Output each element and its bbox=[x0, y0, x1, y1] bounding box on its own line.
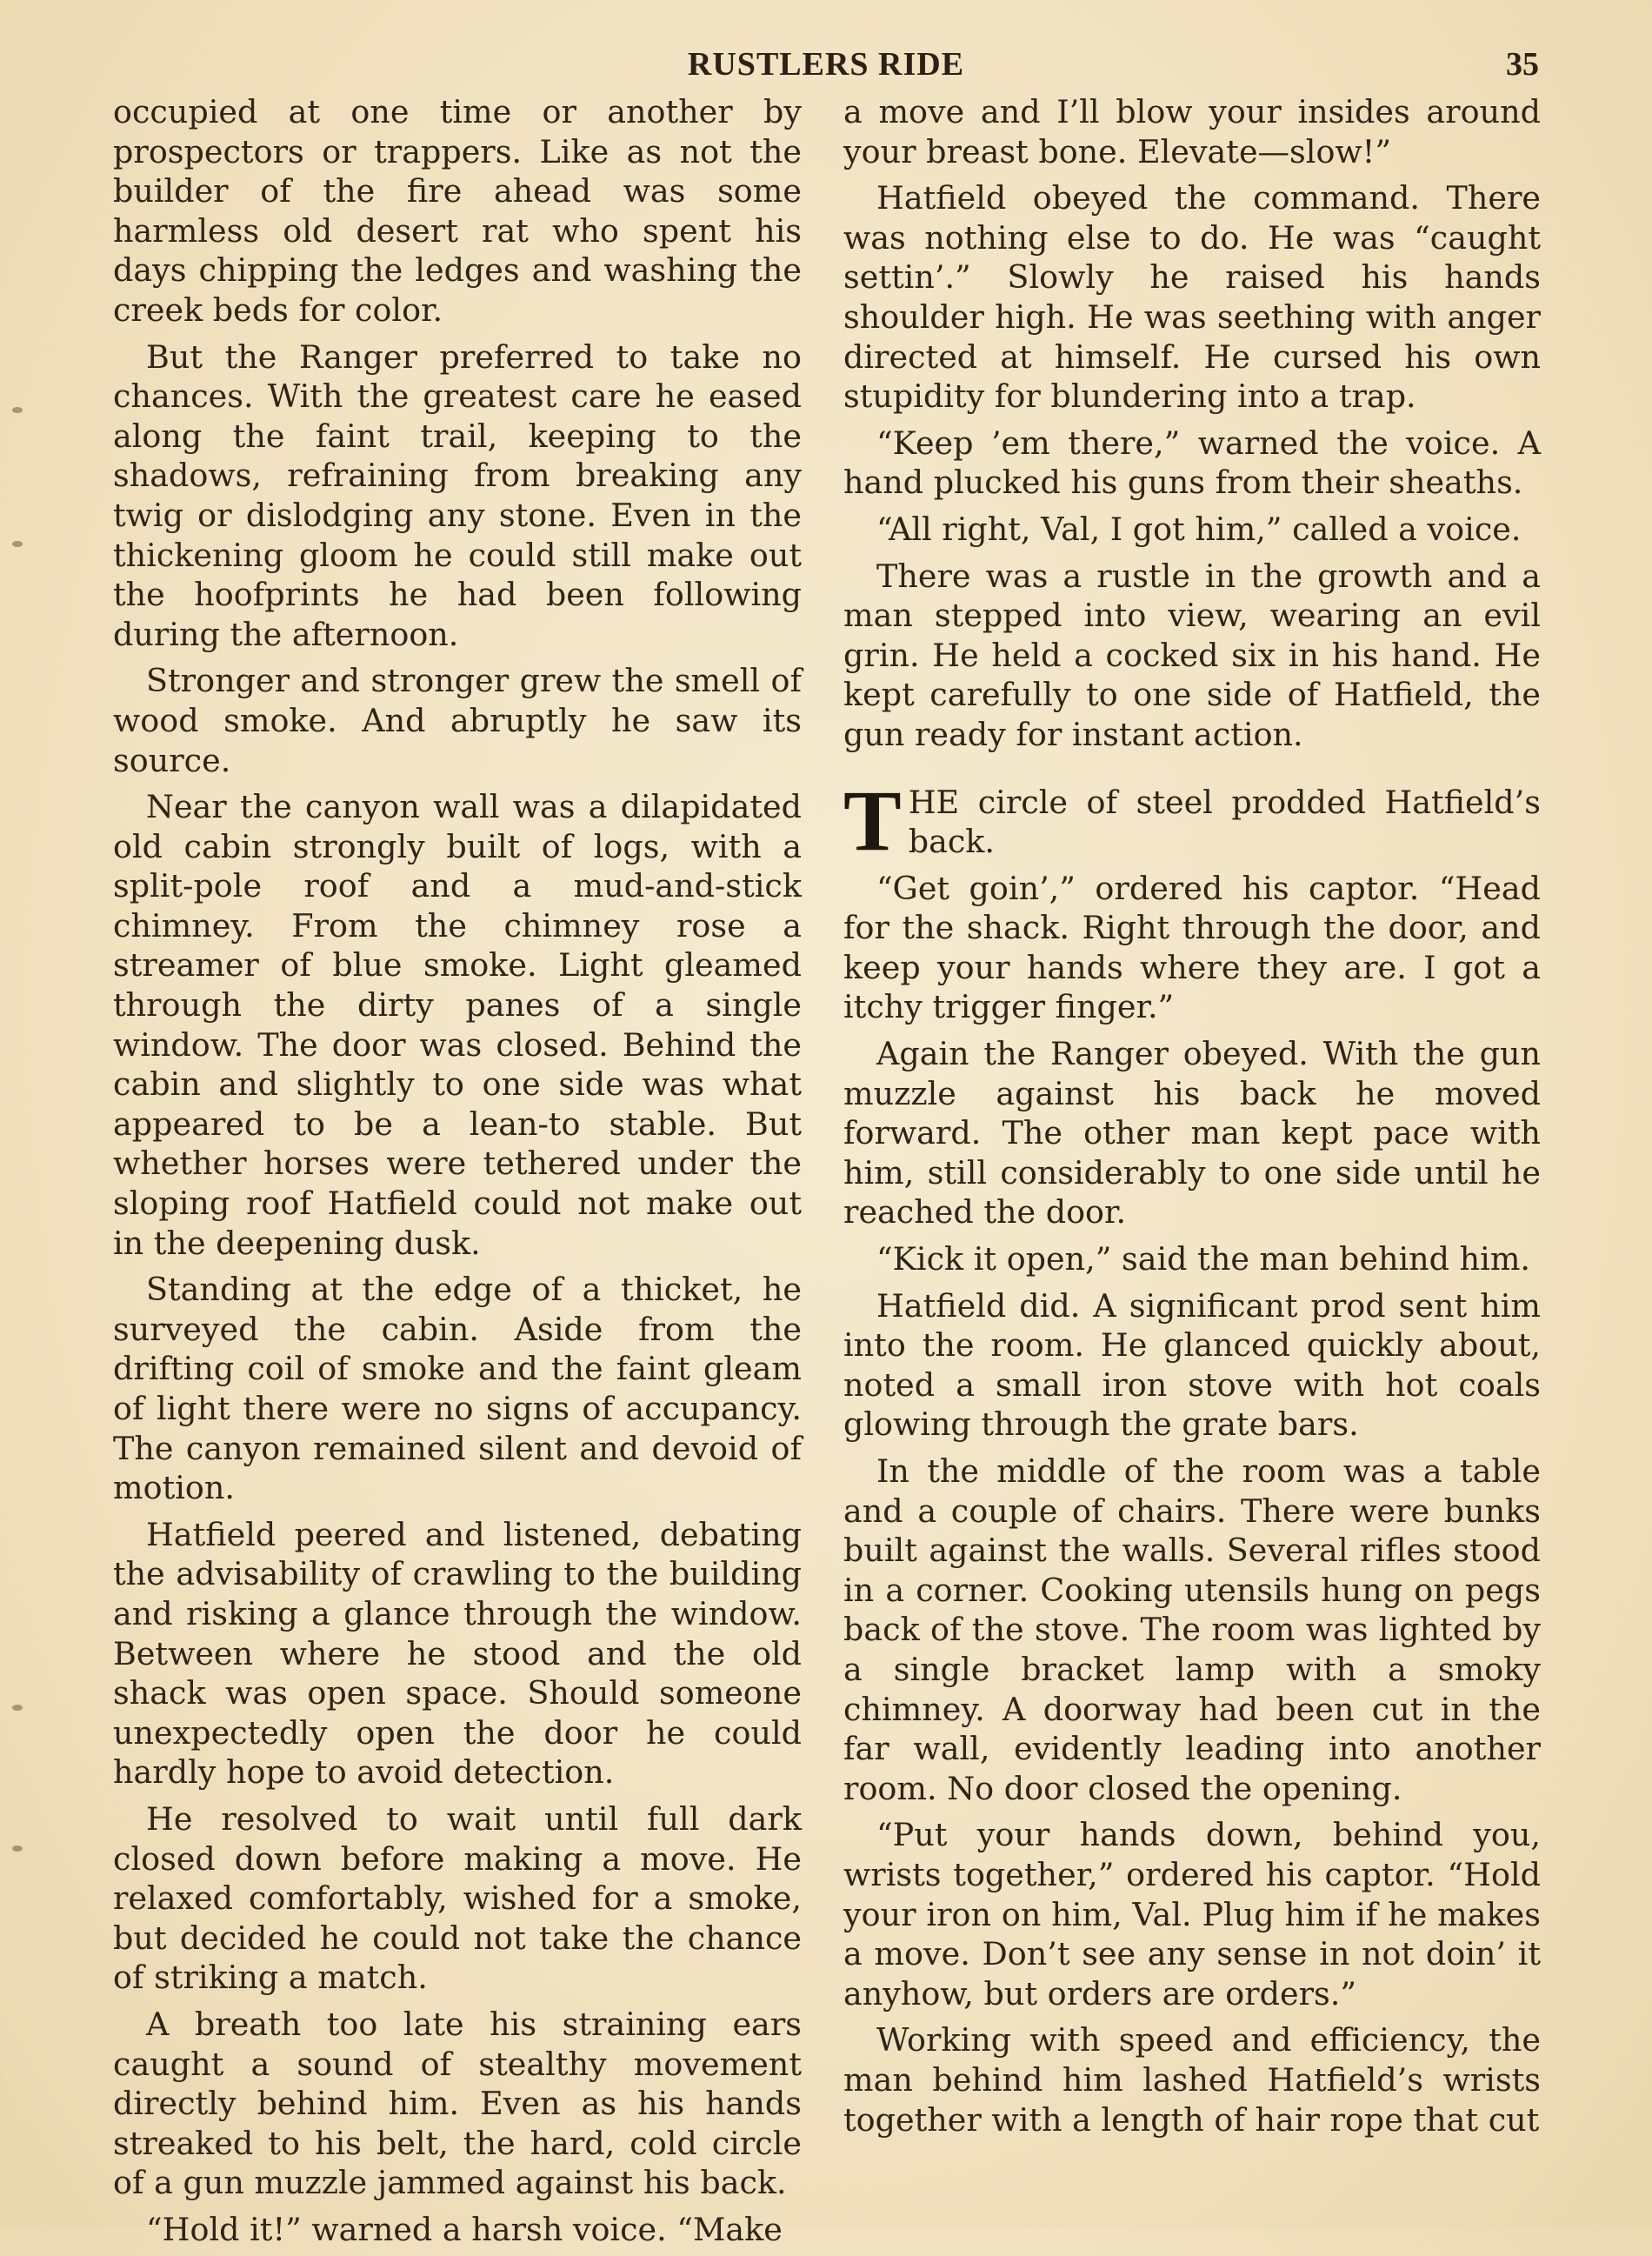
paragraph: In the middle of the room was a table and a couple of chairs. There were bunks built against the walls. Several rifles stood in a corner. Cooking utensils hung on pegs back of the stove. The room was lighted by a single bracket lamp with a smoky chimney. A doorway had been cut in the far wall, evidently leading into another room. No door closed the opening. bbox=[843, 1452, 1541, 1807]
paragraph: Hatfield peered and listened, debating the advisability of crawling to the building and risking a glance through the window. Between where he stood and the old shack was open space. Should someone unexpectedly open the door he could hardly hope to avoid detection. bbox=[113, 1515, 802, 1792]
paragraph: occupied at one time or another by prospectors or trappers. Like as not the builder of the fire ahead was some harmless old desert rat who spent his days chipping the ledges and washing the creek beds for color. bbox=[113, 93, 802, 329]
paragraph: Stronger and stronger grew the smell of wood smoke. And abruptly he saw its source. bbox=[113, 662, 802, 779]
paragraph: “Put your hands down, behind you, wrists together,” ordered his captor. “Hold your iron on him, Val. Plug him if he makes a move. Don’t see any sense in not doin’ it anyhow, but orders are orders.” bbox=[843, 1816, 1541, 2012]
drop-cap-text: HE circle of steel prodded Hatfield’s back. bbox=[908, 783, 1541, 861]
paragraph: Again the Ranger obeyed. With the gun muzzle against his back he moved forward. The other man kept pace with him, still considerably to one side until he reached the door. bbox=[843, 1035, 1541, 1231]
right-column bbox=[843, 92, 1541, 2146]
section-start-paragraph bbox=[843, 771, 1541, 869]
paragraph: a move and I’ll blow your insides around your breast bone. Elevate—slow!” bbox=[843, 93, 1541, 170]
paragraph: But the Ranger preferred to take no chances. With the greatest care he eased along the faint trail, keeping to the shadows, refraining from breaking any twig or dislodging any stone. Even in the thickening gloom he could still make out the hoofprints he had been following during the afternoon. bbox=[113, 337, 802, 653]
paragraph: “All right, Val, I got him,” called a voice. bbox=[876, 510, 1522, 548]
paragraph: He resolved to wait until full dark closed down before making a move. He relaxed comfortably, wished for a smoke, but decided he could not take the chance of striking a match. bbox=[113, 1799, 802, 1997]
paragraph: Near the canyon wall was a dilapidated old cabin strongly built of logs, with a split-pole roof and a mud-and-stick chimney. From the chimney rose a streamer of blue smoke. Light gleamed through the dirty panes of a single window. The door was closed. Behind the cabin and slightly to one side was what appeared to be a lean-to stable. But whether horses were tethered under the sloping roof Hatfield could not make out in the deepening dusk. bbox=[113, 788, 802, 1262]
paragraph: “Kick it open,” said the man behind him. bbox=[876, 1240, 1531, 1278]
paragraph: A breath too late his straining ears caught a sound of stealthy movement directly behind him. Even as his hands streaked to his belt, the hard, cold circle of a gun muzzle jammed against his back. bbox=[113, 2005, 802, 2202]
binding-hole-mark bbox=[12, 1705, 23, 1711]
paragraph: “Keep ’em there,” warned the voice. A hand plucked his guns from their sheaths. bbox=[843, 424, 1541, 502]
paragraph: Hatfield obeyed the command. There was nothing else to do. He was “caught settin’.” Slowly he raised his hands shoulder high. He was seething with anger directed at himself. He cursed his own stupidity for blundering into a trap. bbox=[843, 179, 1541, 416]
drop-cap-letter: T bbox=[843, 771, 902, 869]
page-header bbox=[113, 45, 1539, 89]
running-title: RUSTLERS RIDE bbox=[687, 46, 965, 83]
paragraph: There was a rustle in the growth and a man stepped into view, wearing an evil grin. He held a cocked six in his hand. He kept carefully to one side of Hatfield, the gun ready for instant action. bbox=[843, 557, 1541, 753]
paragraph: Standing at the edge of a thicket, he surveyed the cabin. Aside from the drifting coil of smoke and the faint gleam of light there were no signs of accupancy. The canyon remained silent and devoid of motion. bbox=[113, 1271, 802, 1507]
paragraph: Working with speed and efficiency, the man behind him lashed Hatfield’s wrists together with a length of hair rope that cut bbox=[843, 2021, 1541, 2139]
left-column bbox=[113, 92, 802, 2256]
binding-hole-mark bbox=[12, 1846, 23, 1852]
binding-hole-mark bbox=[12, 541, 23, 547]
binding-hole-mark bbox=[12, 407, 23, 413]
paragraph: “Hold it!” warned a harsh voice. “Make bbox=[146, 2210, 783, 2248]
paragraph: “Get goin’,” ordered his captor. “Head for the shack. Right through the door, and keep your hands where they are. I got a itchy trigger finger.” bbox=[843, 869, 1541, 1026]
paragraph: Hatfield did. A significant prod sent him into the room. He glanced quickly about, noted a small iron stove with hot coals glowing through the grate bars. bbox=[843, 1286, 1541, 1444]
page-number: 35 bbox=[1506, 46, 1539, 83]
